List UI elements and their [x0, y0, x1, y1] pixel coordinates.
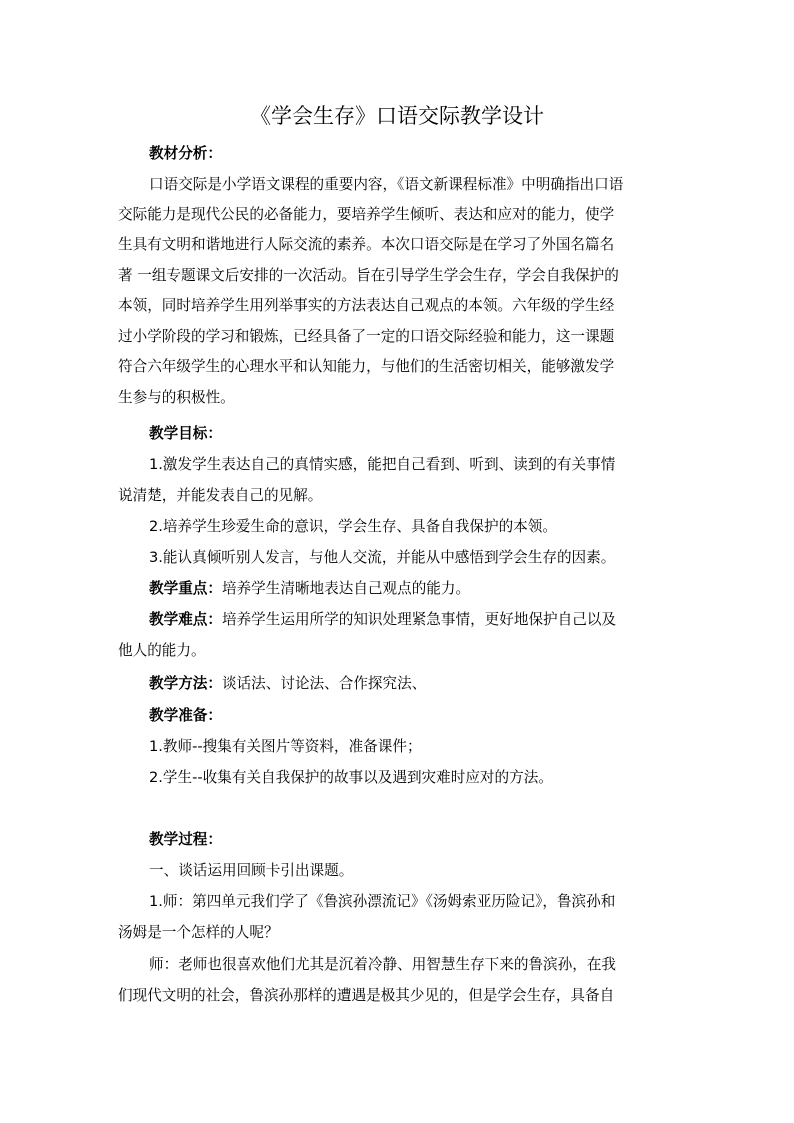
key-point-label: 教学重点： [149, 580, 222, 597]
difficulty-label: 教学难点： [149, 611, 222, 628]
difficulty-text-line-2: 他人的能力。 [118, 642, 206, 659]
analysis-line-4: 著 一组专题课文后安排的一次活动。旨在引导学生学会生存，学会自我保护的 [118, 267, 619, 284]
analysis-heading: 教材分析： [149, 145, 222, 162]
preparation-heading: 教学准备： [149, 707, 222, 724]
analysis-line-1: 口语交际是小学语文课程的重要内容，《语文新课程标准》中明确指出口语 [149, 176, 624, 193]
process-section-1: 一、谈话运用回顾卡引出课题。 [149, 862, 354, 879]
process-p1-line-2: 汤姆是一个怎样的人呢？ [118, 924, 279, 941]
analysis-line-8: 生参与的积极性。 [118, 389, 235, 406]
goal-1-line-1: 1.激发学生表达自己的真情实感，能把自己看到、听到、读到的有关事情 [149, 456, 616, 473]
difficulty-row [149, 608, 678, 632]
method-label: 教学方法： [149, 675, 222, 692]
goals-heading: 教学目标： [149, 425, 222, 442]
process-p1-line-1: 1.师：第四单元我们学了《鲁滨孙漂流记》《汤姆索亚历险记》，鲁滨孙和 [149, 893, 616, 910]
analysis-line-2: 交际能力是现代公民的必备能力，要培养学生倾听、表达和应对的能力，使学 [118, 206, 615, 223]
key-point-text: 培养学生清晰地表达自己观点的能力。 [221, 580, 471, 597]
process-heading: 教学过程： [149, 831, 222, 848]
goal-1-line-2: 说清楚，并能发表自己的见解。 [118, 487, 323, 504]
process-p2-line-1: 师：老师也很喜欢他们尤其是沉着冷静、用智慧生存下来的鲁滨孙，在我 [149, 956, 617, 973]
method-row [149, 672, 678, 696]
preparation-item-1: 1.教师--搜集有关图片等资料，准备课件； [149, 738, 422, 755]
difficulty-text-line-1: 培养学生运用所学的知识处理紧急事情，更好地保护自己以及 [221, 611, 617, 628]
analysis-line-5: 本领，同时培养学生用列举事实的方法表达自己观点的本领。六年级的学生经 [118, 297, 615, 314]
analysis-line-3: 生具有文明和谐地进行人际交流的素养。本次口语交际是在学习了外国名篇名 [118, 236, 615, 253]
method-text: 谈话法、讨论法、合作探究法、 [221, 675, 427, 692]
key-point-row [149, 577, 678, 601]
goal-3: 3.能认真倾听别人发言，与他人交流，并能从中感悟到学会生存的因素。 [149, 549, 616, 566]
preparation-item-2: 2.学生--收集有关自我保护的故事以及遇到灾难时应对的方法。 [149, 769, 553, 786]
process-p2-line-2: 们现代文明的社会，鲁滨孙那样的遭遇是极其少见的，但是学会生存，具备自 [118, 987, 615, 1004]
goal-2: 2.培养学生珍爱生命的意识，学会生存、具备自我保护的本领。 [149, 518, 557, 535]
document-title: 《学会生存》口语交际教学设计 [250, 104, 544, 128]
analysis-line-6: 过小学阶段的学习和锻炼，已经具备了一定的口语交际经验和能力，这一课题 [118, 328, 615, 345]
analysis-line-7: 符合六年级学生的心理水平和认知能力，与他们的生活密切相关，能够激发学 [118, 358, 615, 375]
